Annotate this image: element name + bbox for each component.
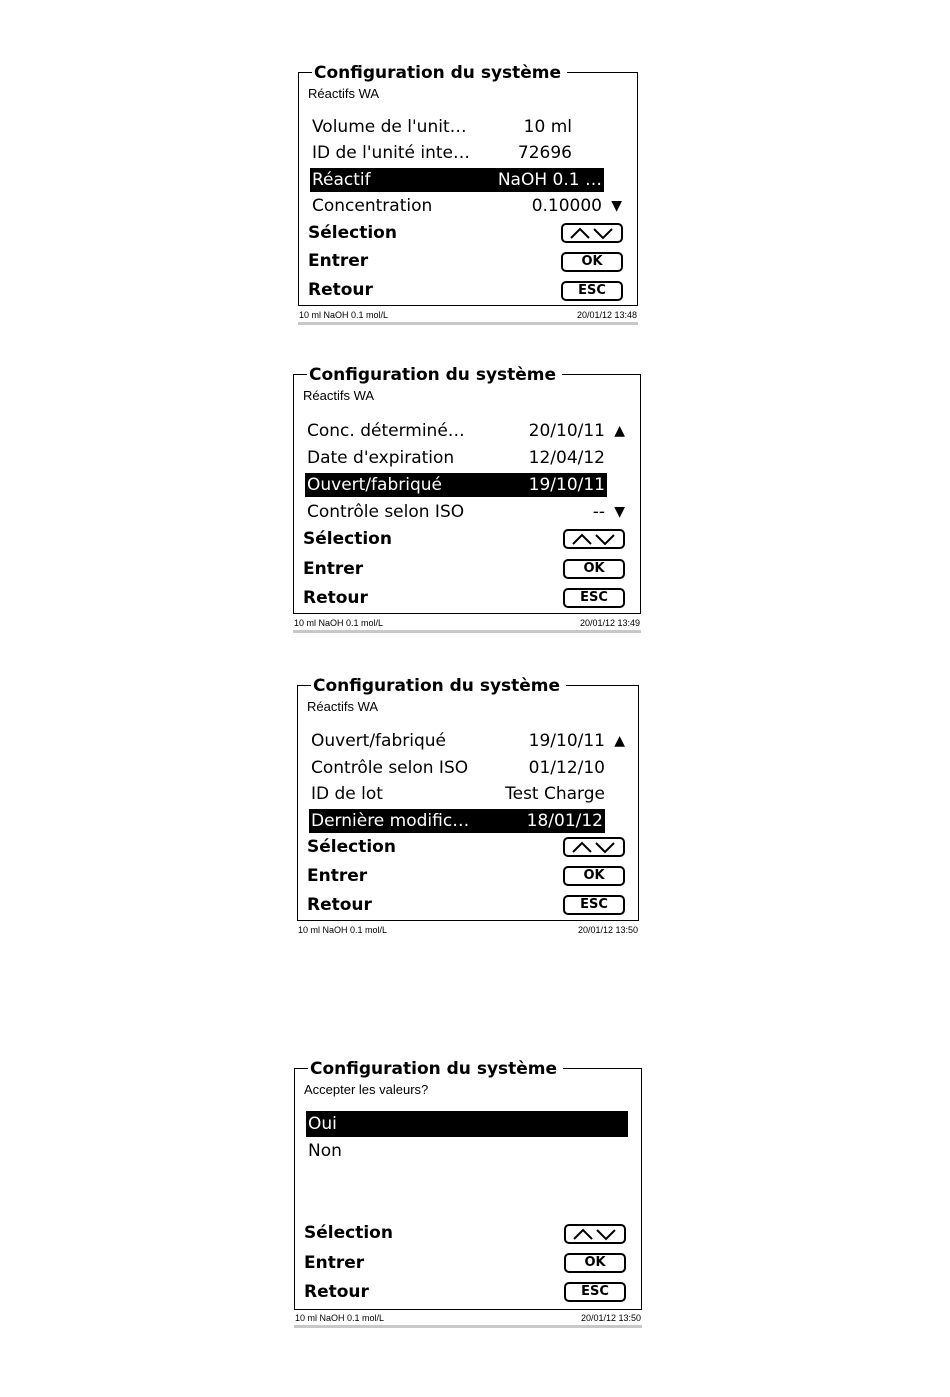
- screen-title: Configuration du système: [311, 676, 566, 696]
- option-no[interactable]: [306, 1139, 628, 1163]
- esc-button[interactable]: ESC: [563, 895, 625, 915]
- screen-title: Configuration du système: [308, 1059, 563, 1079]
- screen-reagent-3: [297, 676, 639, 939]
- key-label-selection: Sélection: [308, 223, 397, 243]
- screen-accept-values: [294, 1059, 642, 1328]
- screen-subtitle: Réactifs WA: [308, 86, 380, 101]
- key-label-selection: Sélection: [303, 529, 392, 549]
- option-label: Non: [308, 1141, 342, 1161]
- screen-subtitle: Réactifs WA: [307, 699, 379, 714]
- status-underline: [293, 630, 641, 633]
- list-item-reagent-selected[interactable]: [310, 168, 604, 192]
- key-label-enter: Entrer: [303, 559, 364, 579]
- row-value: 19/10/11: [528, 731, 605, 751]
- list-item-lot-id[interactable]: [309, 782, 627, 806]
- up-down-arrows-icon: [569, 532, 619, 546]
- option-label: Oui: [308, 1114, 337, 1134]
- esc-button[interactable]: ESC: [561, 281, 623, 301]
- status-datetime: 20/01/12 13:50: [580, 1313, 641, 1323]
- scroll-down-icon[interactable]: ▼: [614, 504, 625, 520]
- screen-reagent-2: [293, 365, 641, 636]
- esc-button[interactable]: ESC: [564, 1282, 626, 1302]
- key-label-back: Retour: [308, 280, 373, 300]
- list-item-opened[interactable]: [309, 729, 627, 753]
- up-down-arrows-icon: [567, 226, 617, 240]
- status-reagent: 10 ml NaOH 0.1 mol/L: [294, 618, 384, 628]
- status-bar: [293, 616, 641, 630]
- row-value: 10 ml: [523, 117, 572, 137]
- scroll-up-icon[interactable]: ▲: [614, 733, 625, 749]
- list-item-last-modified-selected[interactable]: [309, 809, 605, 833]
- scroll-up-icon[interactable]: ▲: [614, 423, 625, 439]
- status-bar: [297, 923, 639, 937]
- row-value: 0.10000: [531, 196, 602, 216]
- ok-button[interactable]: OK: [563, 866, 625, 886]
- ok-button[interactable]: OK: [561, 252, 623, 272]
- status-datetime: 20/01/12 13:48: [576, 310, 637, 320]
- row-value: 12/04/12: [528, 448, 605, 468]
- screen-title: Configuration du système: [312, 63, 567, 83]
- key-label-selection: Sélection: [307, 837, 396, 857]
- row-label: Conc. déterminé…: [307, 421, 465, 441]
- row-value: 18/01/12: [526, 811, 603, 831]
- key-label-back: Retour: [307, 895, 372, 915]
- list-item-iso-check[interactable]: [309, 756, 627, 780]
- row-value: Test Charge: [505, 784, 605, 804]
- row-label: Réactif: [312, 170, 371, 190]
- list-item-opened-selected[interactable]: [305, 473, 607, 497]
- up-down-button[interactable]: [564, 1224, 626, 1244]
- status-reagent: 10 ml NaOH 0.1 mol/L: [295, 1313, 385, 1323]
- row-label: Concentration: [312, 196, 433, 216]
- row-label: Ouvert/fabriqué: [307, 475, 442, 495]
- row-label: Contrôle selon ISO: [311, 758, 469, 778]
- row-value: 20/10/11: [528, 421, 605, 441]
- key-label-back: Retour: [304, 1282, 369, 1302]
- status-reagent: 10 ml NaOH 0.1 mol/L: [299, 310, 389, 320]
- status-datetime: 20/01/12 13:49: [579, 618, 640, 628]
- row-label: Volume de l'unit…: [312, 117, 467, 137]
- row-value: 72696: [517, 143, 572, 163]
- list-item-concentration[interactable]: [310, 194, 624, 218]
- ok-button[interactable]: OK: [564, 1253, 626, 1273]
- list-item-expiry-date[interactable]: [305, 446, 627, 470]
- key-label-enter: Entrer: [304, 1253, 365, 1273]
- list-item-iso-check[interactable]: [305, 500, 627, 524]
- status-underline: [298, 322, 638, 325]
- row-label: Date d'expiration: [307, 448, 455, 468]
- status-datetime: 20/01/12 13:50: [577, 925, 638, 935]
- row-value: 19/10/11: [528, 475, 605, 495]
- up-down-button[interactable]: [561, 223, 623, 243]
- status-bar: [294, 1311, 642, 1325]
- screen-title: Configuration du système: [307, 365, 562, 385]
- key-label-enter: Entrer: [307, 866, 368, 886]
- key-label-selection: Sélection: [304, 1223, 393, 1243]
- status-bar: [298, 308, 638, 322]
- screen-subtitle: Réactifs WA: [303, 388, 375, 403]
- row-value: 01/12/10: [528, 758, 605, 778]
- key-label-enter: Entrer: [308, 251, 369, 271]
- key-label-back: Retour: [303, 588, 368, 608]
- row-label: ID de l'unité inte…: [312, 143, 470, 163]
- option-yes-selected[interactable]: [306, 1111, 628, 1137]
- row-label: Ouvert/fabriqué: [311, 731, 446, 751]
- esc-button[interactable]: ESC: [563, 588, 625, 608]
- screen-reagent-1: [298, 63, 638, 326]
- scroll-down-icon[interactable]: ▼: [611, 198, 622, 214]
- row-value: NaOH 0.1 …: [497, 170, 602, 190]
- list-item-unit-id[interactable]: [310, 141, 604, 165]
- ok-button[interactable]: OK: [563, 559, 625, 579]
- up-down-button[interactable]: [563, 529, 625, 549]
- list-item-conc-determined[interactable]: [305, 419, 627, 443]
- up-down-arrows-icon: [569, 840, 619, 854]
- screen-subtitle: Accepter les valeurs?: [304, 1082, 429, 1097]
- list-item-volume[interactable]: [310, 115, 604, 139]
- status-reagent: 10 ml NaOH 0.1 mol/L: [298, 925, 388, 935]
- row-label: Dernière modific…: [311, 811, 470, 831]
- up-down-button[interactable]: [563, 837, 625, 857]
- row-label: ID de lot: [311, 784, 383, 804]
- up-down-arrows-icon: [570, 1227, 620, 1241]
- status-underline: [294, 1325, 642, 1328]
- row-label: Contrôle selon ISO: [307, 502, 465, 522]
- row-value: --: [592, 502, 605, 522]
